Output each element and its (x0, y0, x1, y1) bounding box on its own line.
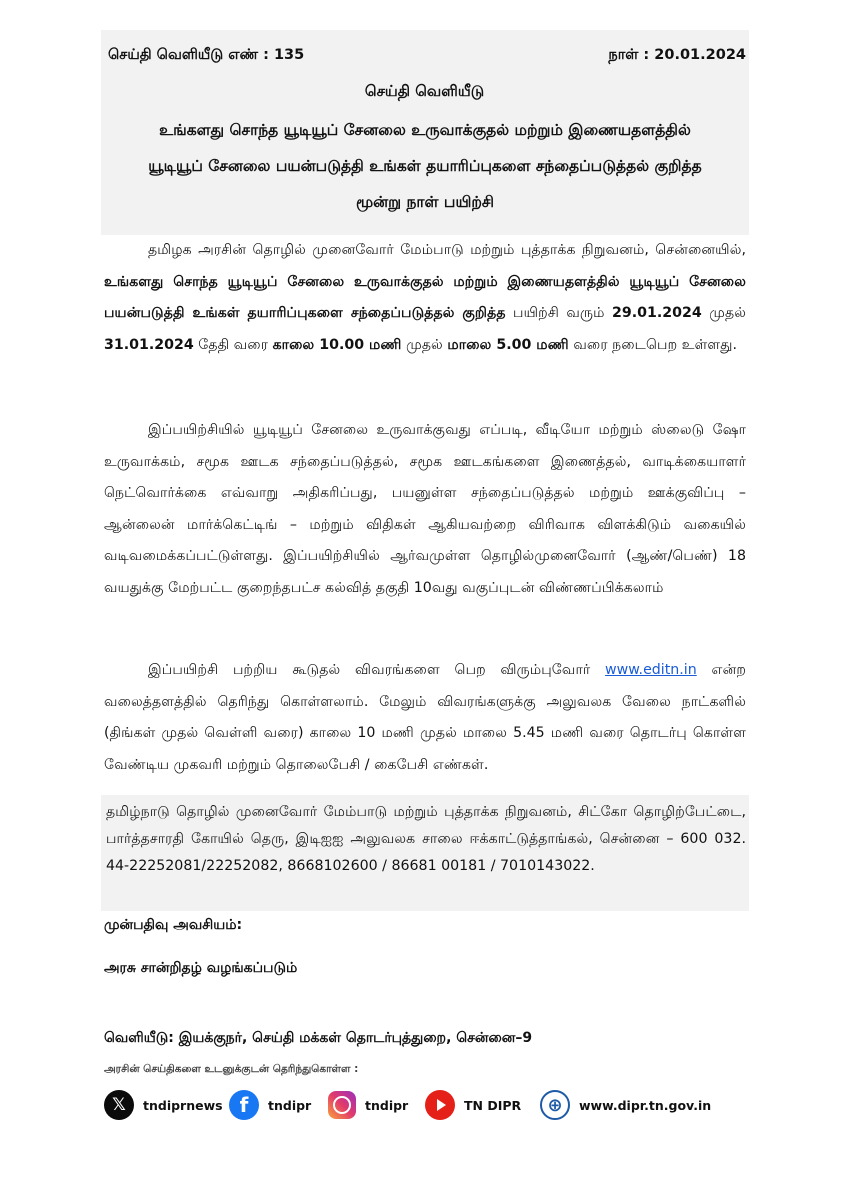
registration-required: முன்பதிவு அவசியம்: (104, 917, 243, 933)
headline-line: உங்களது சொந்த யூடியூப் சேனலை உருவாக்குதல் மற்றும் இணையதளத்தில் (159, 121, 691, 139)
website-link[interactable]: www.editn.in (605, 662, 697, 678)
headline-line: யூடியூப் சேனலை பயன்படுத்தி உங்கள் தயாரிப்புகளை சந்தைப்படுத்தல் குறித்த (148, 157, 702, 175)
youtube-icon (425, 1090, 455, 1120)
end-time: மாலை 5.00 மணி (447, 336, 569, 353)
start-time: காலை 10.00 மணி (272, 336, 402, 353)
address-text: தமிழ்நாடு தொழில் முனைவோர் மேம்பாடு மற்றும் புத்தாக்க நிறுவனம், சிட்கோ தொழிற்பேட்டை, பார்த்தசாரதி கோயில் தெரு, இடிஐஐ அலுவலக சாலை ஈக்காட்டுத்தாங்கல், சென்னை – 600 032. 44-22252081/22252082, 8668102600 / 86681 00181 / 7010143022. (106, 804, 746, 874)
end-date: 31.01.2024 (104, 336, 194, 353)
headline (105, 112, 745, 220)
globe-icon: ⊕ (540, 1090, 570, 1120)
headline-line: மூன்று நாள் பயிற்சி (355, 193, 495, 211)
social-facebook[interactable] (229, 1088, 311, 1122)
social-label: tndiprnews (143, 1097, 223, 1113)
social-label: www.dipr.tn.gov.in (579, 1097, 712, 1113)
paragraph-syllabus: இப்பயிற்சியில் யூடியூப் சேனலை உருவாக்குவது எப்படி, வீடியோ மற்றும் ஸ்லைடு ஷோ உருவாக்கம், சமூக ஊடக சந்தைப்படுத்தல், சமூக ஊடகங்களை இணைத்தல், வாடிக்கையாளர் நெட்வொர்க்கை எவ்வாறு அதிகரிப்பது, பயனுள்ள சந்தைப்படுத்தல் மற்றும் ஊக்குவிப்பு – ஆன்லைன் மார்க்கெட்டிங் – மற்றும் விதிகள் ஆகியவற்றை விரிவாக விளக்கிடும் வகையில் வடிவமைக்கப்பட்டுள்ளது. இப்பயிற்சியில் ஆர்வமுள்ள தொழில்முனைவோர் (ஆண்/பெண்) 18 வயதுக்கு மேற்பட்ட குறைந்தபட்ச கல்வித் தகுதி 10வது வகுப்புடன் விண்ணப்பிக்கலாம் (104, 422, 746, 596)
start-date: 29.01.2024 (611, 305, 702, 321)
paragraph-contact: இப்பயிற்சி பற்றிய கூடுதல் விவரங்களை பெற விரும்புவோர் www.editn.in என்ற வலைத்தளத்தில் தெரிந்து கொள்ளலாம். மேலும் விவரங்களுக்கு அலுவலக வேலை நாட்களில் (திங்கள் முதல் வெள்ளி வரை) காலை 10 மணி முதல் மாலை 5.45 மணி வரை தொடர்பு கொள்ள வேண்டிய முகவரி மற்றும் தொலைபேசி / கைபேசி எண்கள். (104, 662, 747, 773)
certificate-note: அரசு சான்றிதழ் வழங்கப்படும் (104, 960, 298, 976)
social-instagram[interactable] (328, 1088, 408, 1122)
instagram-icon (328, 1091, 356, 1119)
social-youtube[interactable] (425, 1088, 521, 1122)
course-title: உங்களது சொந்த யூடியூப் சேனலை உருவாக்குதல் மற்றும் இணையதளத்தில் யூடியூப் சேனலை பயன்படுத்தி உங்கள் தயாரிப்புகளை சந்தைப்படுத்தல் குறித்த (104, 273, 746, 321)
social-label: tndipr (268, 1097, 312, 1113)
release-number: செய்தி வெளியீடு எண் : 135 (108, 47, 305, 63)
facebook-icon: f (229, 1090, 259, 1120)
release-date: நாள் : 20.01.2024 (608, 47, 746, 63)
paragraph-intro: தமிழக அரசின் தொழில் முனைவோர் மேம்பாடு மற்றும் புத்தாக்க நிறுவனம், சென்னையில், உங்களது சொந்த யூடியூப் சேனலை உருவாக்குதல் மற்றும் இணையதளத்தில் யூடியூப் சேனலை பயன்படுத்தி உங்கள் தயாரிப்புகளை சந்தைப்படுத்தல் குறித்த பயிற்சி வரும் 29.01.2024 முதல் 31.01.2024 தேதி வரை காலை 10.00 மணி முதல் மாலை 5.00 மணி வரை நடைபெற உள்ளது. (104, 242, 746, 353)
social-label: tndipr (365, 1097, 409, 1113)
social-label: TN DIPR (464, 1097, 522, 1113)
social-x[interactable] (104, 1088, 223, 1122)
issued-by: வெளியீடு: இயக்குநர், செய்தி மக்கள் தொடர்புத்துறை, சென்னை–9 (104, 1030, 533, 1046)
follow-text: அரசின் செய்திகளை உடனுக்குடன் தெரிந்துகொள்ள : (104, 1063, 359, 1075)
x-icon: 𝕏 (104, 1090, 134, 1120)
press-release-label: செய்தி வெளியீடு (364, 82, 485, 100)
social-website[interactable] (540, 1088, 711, 1122)
